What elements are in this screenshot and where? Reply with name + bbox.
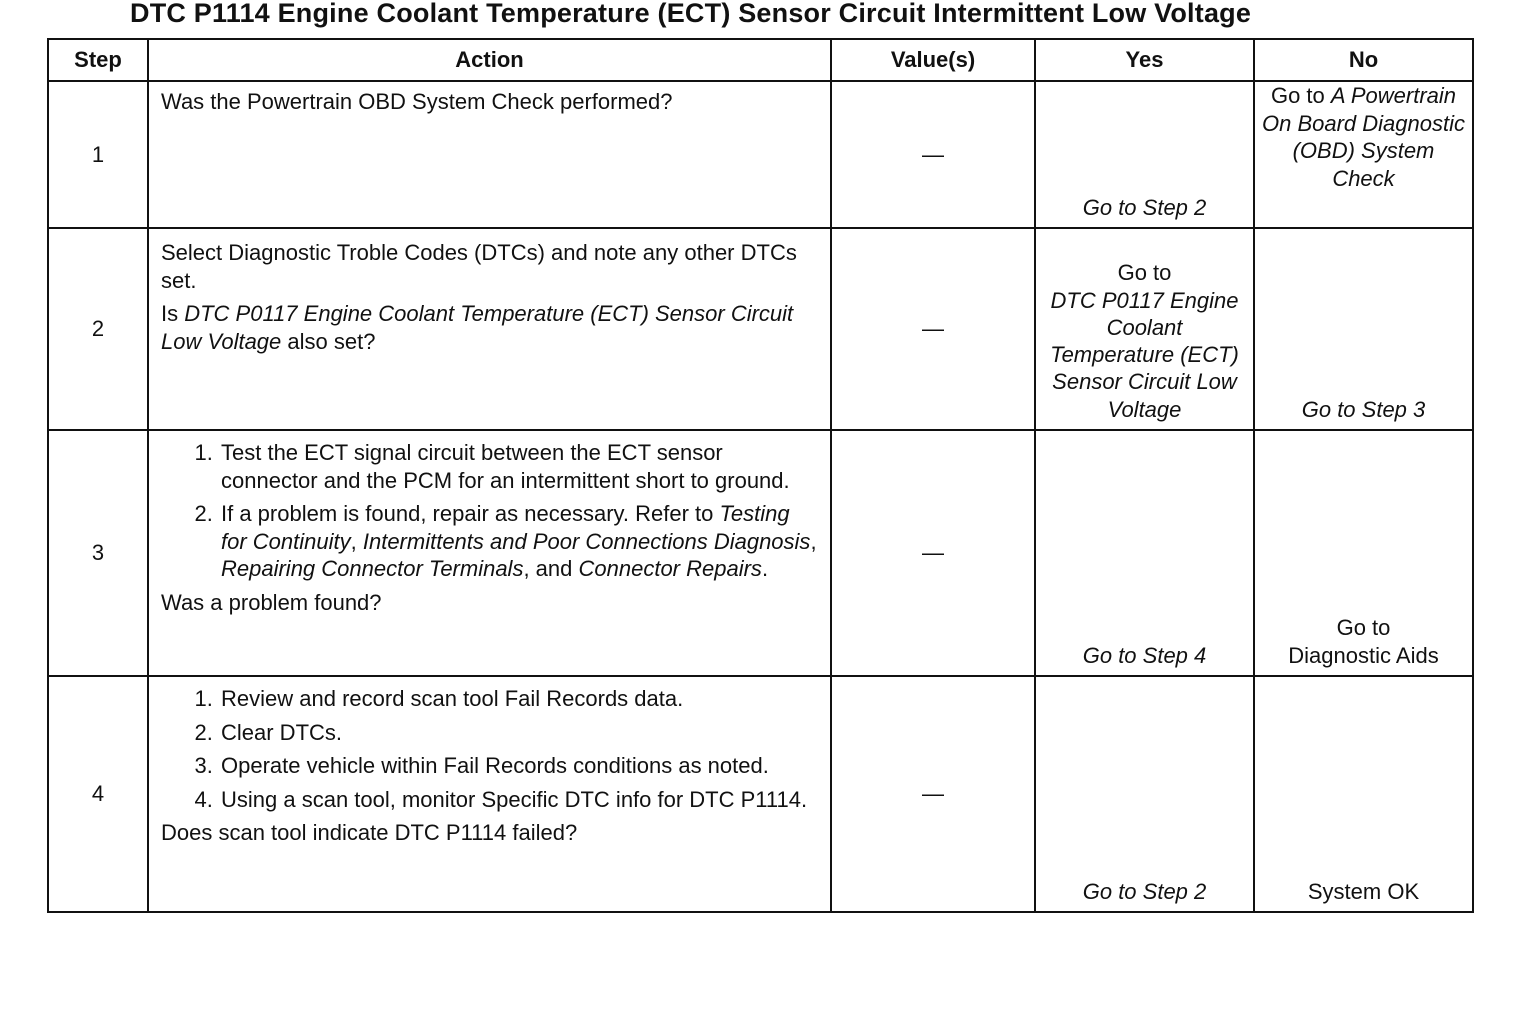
yes-link[interactable]: Go to Step 2 <box>1082 878 1207 904</box>
value-dash: — <box>922 141 944 167</box>
action-question: Was a problem found? <box>161 589 382 615</box>
action-text: Select Diagnostic Troble Codes (DTCs) and note any other DTCs set. <box>161 240 797 293</box>
table-row <box>48 81 1473 228</box>
reference-link[interactable]: Testing for Continuity <box>221 501 790 554</box>
yes-link[interactable]: Go to Step 4 <box>1082 642 1207 668</box>
step-number: 3 <box>48 430 148 676</box>
yes-cell <box>1035 676 1254 912</box>
no-cell <box>1254 228 1473 430</box>
item-separator: , <box>810 528 817 554</box>
value-cell <box>831 676 1035 912</box>
reference-link[interactable]: Repairing Connector Terminals <box>221 556 524 581</box>
header-action: Action <box>148 39 831 81</box>
action-cell <box>148 430 831 676</box>
yes-cell <box>1035 430 1254 676</box>
action-question: Was the Powertrain OBD System Check performed? <box>161 89 673 114</box>
action-steps <box>161 685 818 813</box>
action-cell <box>148 228 831 430</box>
header-no: No <box>1254 39 1473 81</box>
question-prefix: Is <box>161 301 185 326</box>
list-item: 2. Clear DTCs. <box>219 719 818 747</box>
no-cell <box>1254 81 1473 228</box>
step-number: 4 <box>48 676 148 912</box>
no-link[interactable]: Diagnostic Aids <box>1288 642 1439 668</box>
list-item: 3. Operate vehicle within Fail Records conditions as noted. <box>219 752 818 780</box>
list-item: 1. Review and record scan tool Fail Records data. <box>219 685 818 713</box>
table-row <box>48 676 1473 912</box>
item-end: . <box>761 556 769 581</box>
item-text: If a problem is found, repair as necessary. Refer to <box>221 501 720 526</box>
yes-link[interactable]: Go to Step 2 <box>1082 194 1207 220</box>
value-cell <box>831 430 1035 676</box>
page-title: DTC P1114 Engine Coolant Temperature (ECT) Sensor Circuit Intermittent Low Voltage <box>130 0 1252 28</box>
value-dash: — <box>922 316 944 342</box>
no-cell <box>1254 430 1473 676</box>
step-number: 2 <box>48 228 148 430</box>
question-suffix: also set? <box>281 328 376 354</box>
action-question: Does scan tool indicate DTC P1114 failed? <box>161 820 578 845</box>
table-row <box>48 228 1473 430</box>
question-link[interactable]: DTC P0117 Engine Coolant Temperature (ECT) Sensor Circuit Low Voltage <box>161 301 794 354</box>
list-item: 4. Using a scan tool, monitor Specific DTC info for DTC P1114. <box>219 786 818 814</box>
no-prefix: Go to <box>1336 615 1391 640</box>
list-item <box>219 500 818 583</box>
table-row <box>48 430 1473 676</box>
yes-prefix: Go to <box>1117 260 1172 286</box>
value-dash: — <box>922 540 944 566</box>
action-cell <box>148 81 831 228</box>
item-separator: , <box>350 528 363 554</box>
action-question <box>161 300 818 355</box>
value-cell <box>831 228 1035 430</box>
header-values: Value(s) <box>831 39 1035 81</box>
reference-link[interactable]: Connector Repairs <box>578 556 762 581</box>
no-cell <box>1254 676 1473 912</box>
yes-cell <box>1035 81 1254 228</box>
header-yes: Yes <box>1035 39 1254 81</box>
no-link[interactable]: Go to Step 3 <box>1301 396 1426 422</box>
no-link[interactable]: A Powertrain On Board Diagnostic (OBD) System Check <box>1262 83 1465 191</box>
diagnostic-table <box>47 38 1474 913</box>
value-dash: — <box>922 781 944 807</box>
value-cell <box>831 81 1035 228</box>
reference-link[interactable]: Intermittents and Poor Connections Diagnosis <box>362 528 811 554</box>
item-separator: , and <box>523 556 579 581</box>
yes-cell <box>1035 228 1254 430</box>
no-prefix: Go to <box>1270 83 1331 108</box>
action-cell <box>148 676 831 912</box>
step-number: 1 <box>48 81 148 228</box>
table-header-row <box>48 39 1473 81</box>
no-result: System OK <box>1307 878 1420 904</box>
action-steps <box>161 439 818 583</box>
yes-link[interactable]: DTC P0117 Engine Coolant Temperature (ECT) Sensor Circuit Low Voltage <box>1050 287 1239 422</box>
list-item: 1. Test the ECT signal circuit between the ECT sensor connector and the PCM for an intermittent short to ground. <box>219 439 818 494</box>
header-step: Step <box>48 39 148 81</box>
